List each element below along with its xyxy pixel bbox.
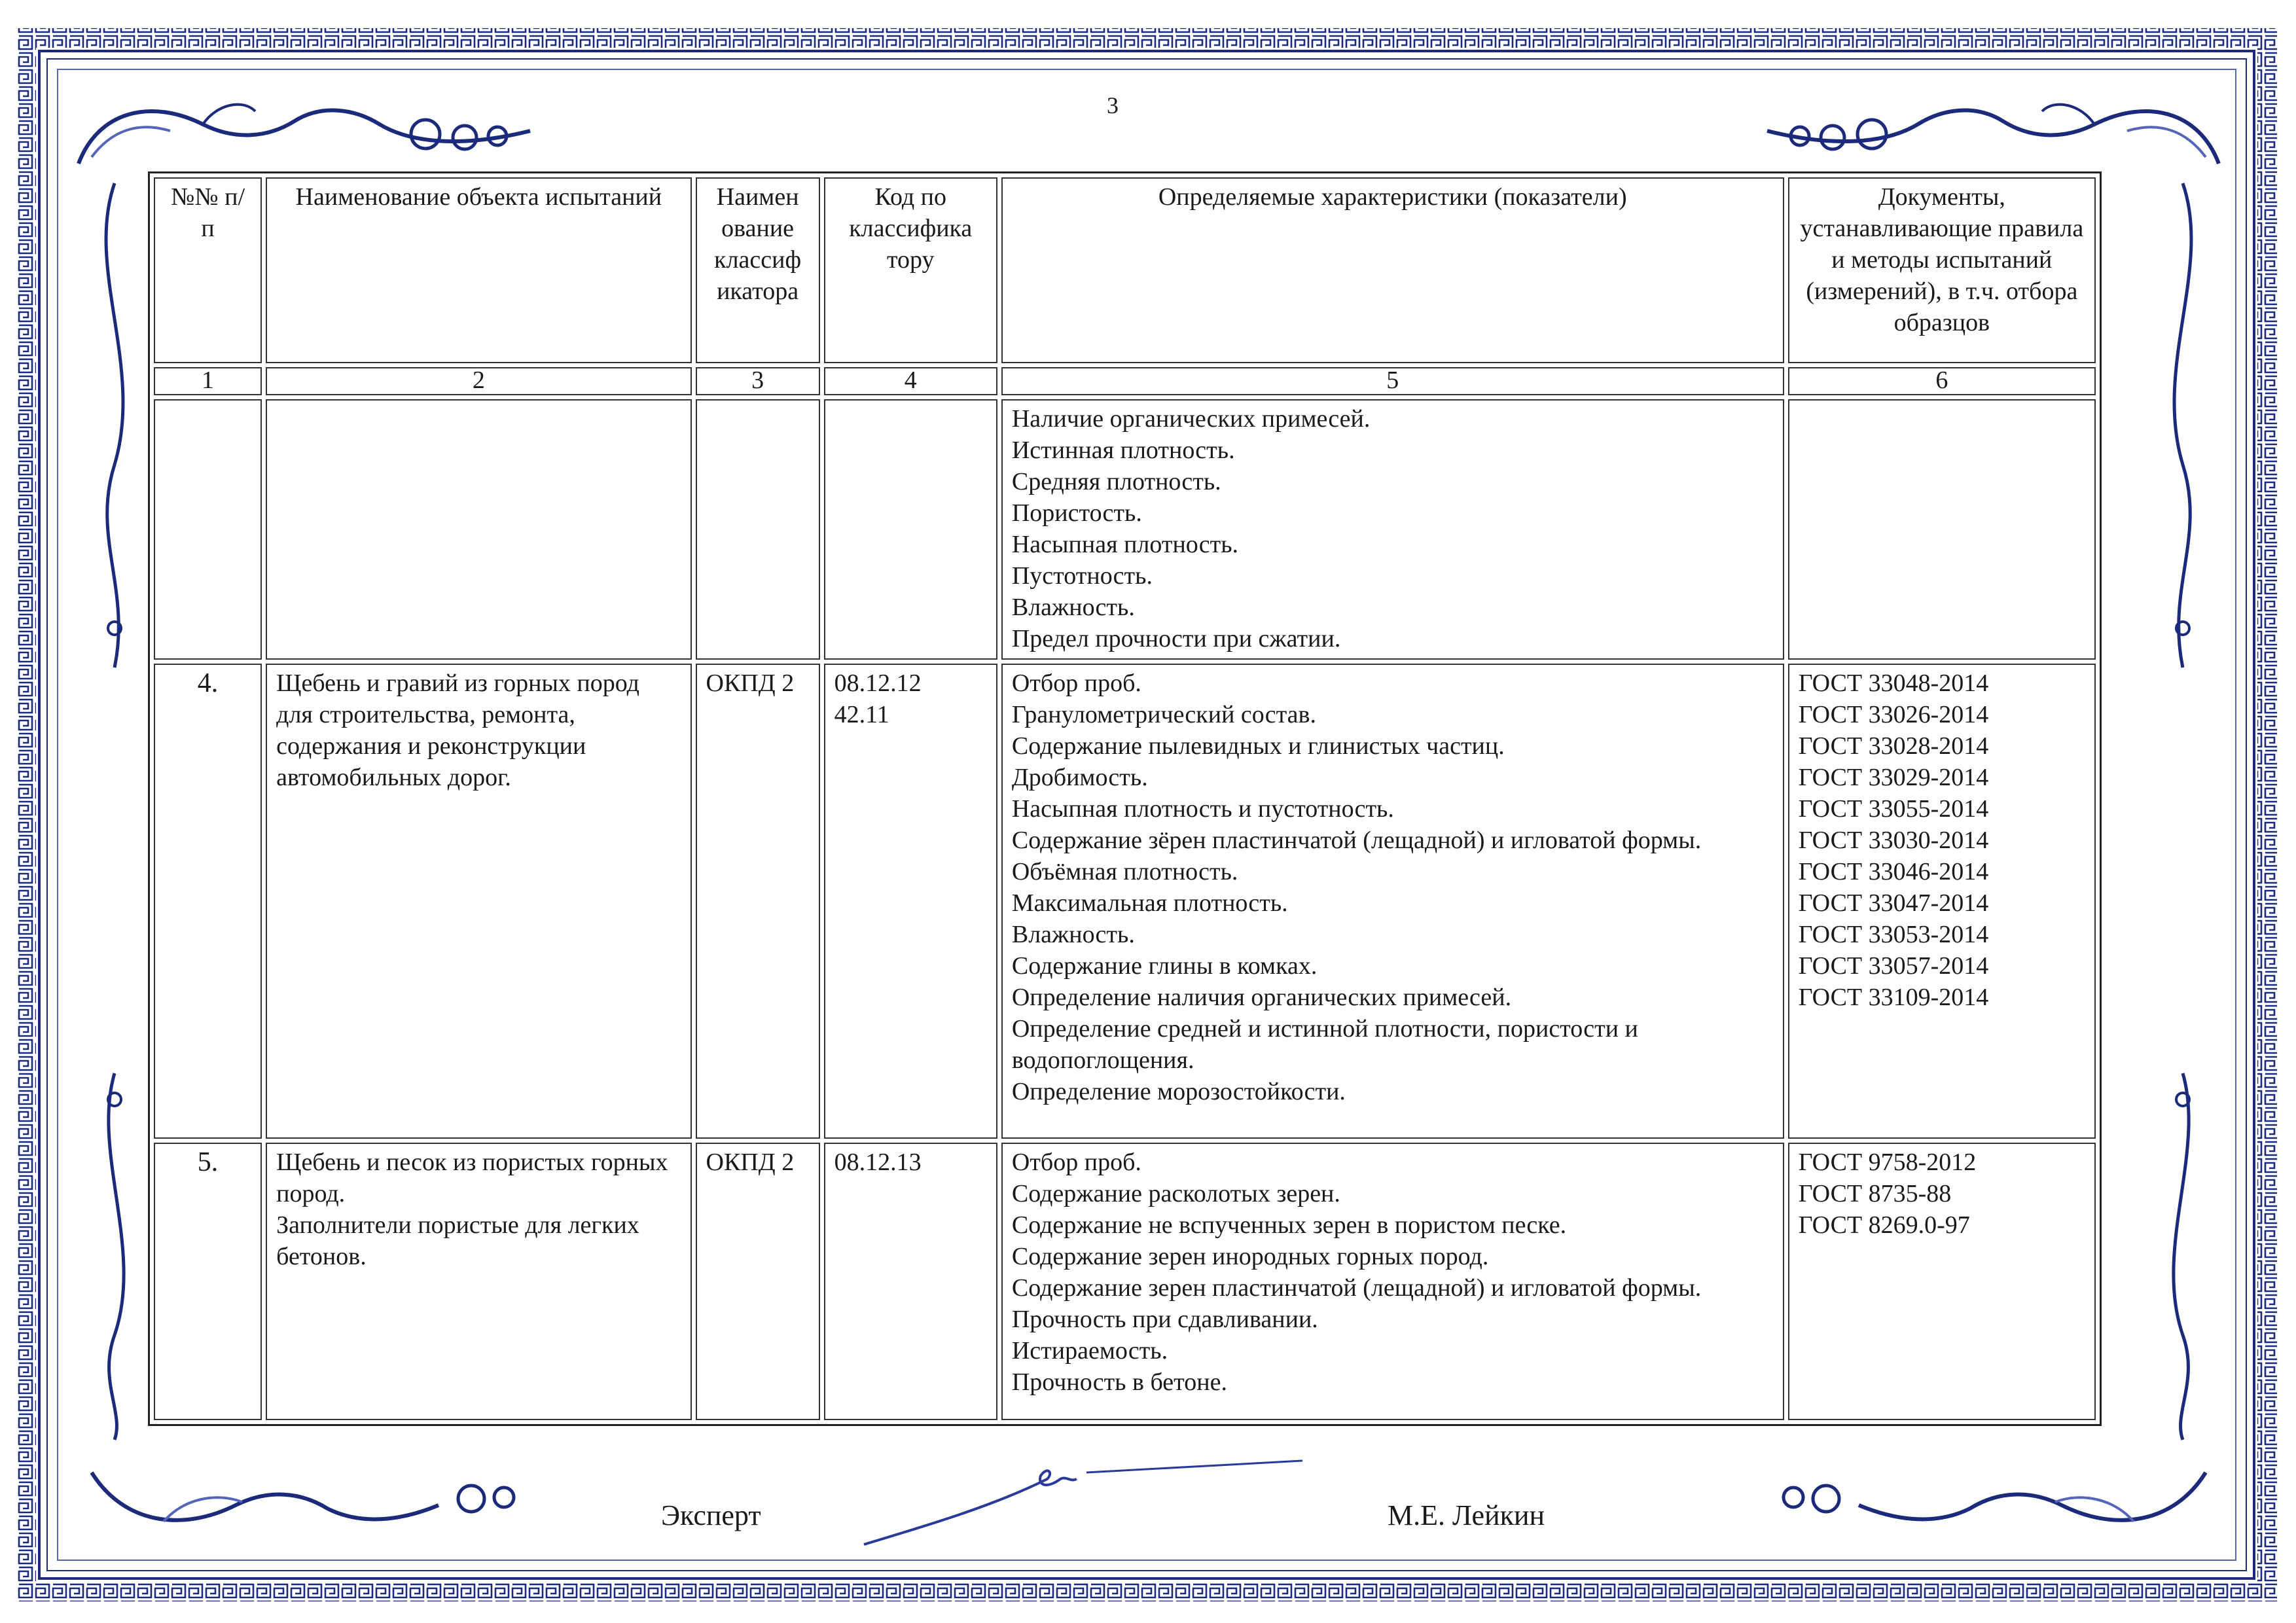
characteristic-item: Истираемость.	[1011, 1336, 1168, 1364]
row-codes	[824, 399, 997, 660]
characteristic-item: Максимальная плотность.	[1011, 889, 1288, 917]
header-position: №№ п/п	[154, 177, 262, 363]
row-position: 4.	[154, 664, 262, 1139]
row-codes	[824, 664, 997, 1139]
header-documents: Документы, устанавливающие правила и методы испытаний (измерений), в т.ч. отбора образцов	[1788, 177, 2096, 363]
header-classifier: Наимен ование классиф икатора	[696, 177, 820, 363]
characteristic-item: Определение морозостойкости.	[1011, 1077, 1346, 1105]
characteristic-item: Насыпная плотность и пустотность.	[1011, 794, 1394, 823]
characteristic-item: Содержание зерен инородных горных пород.	[1011, 1242, 1489, 1270]
row-position	[154, 399, 262, 660]
characteristic-item: Определение средней и истинной плотности, пористости и водопоглощения.	[1011, 1014, 1638, 1074]
row-documents	[1788, 1143, 2096, 1420]
document-item: ГОСТ 33047-2014	[1798, 889, 1989, 917]
classifier-code: 42.11	[834, 700, 889, 728]
characteristic-item: Содержание глины в комках.	[1011, 952, 1318, 980]
characteristic-item: Влажность.	[1011, 593, 1135, 621]
test-object-line: Заполнители пористые для легких бетонов.	[276, 1211, 639, 1270]
classifier-code: 08.12.13	[834, 1148, 922, 1176]
row-characteristics	[1001, 399, 1784, 660]
document-item: ГОСТ 33046-2014	[1798, 857, 1989, 885]
row-codes	[824, 1143, 997, 1420]
corner-ornament-top-right	[1754, 85, 2225, 170]
characteristic-item: Отбор проб.	[1011, 669, 1141, 697]
page-number: 3	[1107, 92, 1119, 118]
header-classifier-code: Код по классифика тору	[824, 177, 997, 363]
row-characteristics	[1001, 664, 1784, 1139]
table-row	[154, 399, 2096, 660]
characteristic-item: Содержание не вспученных зерен в пористом песке.	[1011, 1211, 1567, 1239]
row-test-object	[266, 1143, 691, 1420]
document-item: ГОСТ 33048-2014	[1798, 669, 1989, 697]
table-header-row	[154, 177, 2096, 363]
corner-ornament-top-left	[72, 85, 543, 170]
row-documents	[1788, 399, 2096, 660]
document-item: ГОСТ 33028-2014	[1798, 732, 1989, 760]
characteristic-item: Пористость.	[1011, 499, 1142, 527]
expert-name: М.Е. Лейкин	[1388, 1499, 1545, 1531]
characteristic-item: Отбор проб.	[1011, 1148, 1141, 1176]
characteristic-item: Влажность.	[1011, 920, 1135, 948]
document-item: ГОСТ 8735-88	[1798, 1179, 1952, 1207]
document-item: ГОСТ 33055-2014	[1798, 794, 1989, 823]
characteristic-item: Содержание расколотых зерен.	[1011, 1179, 1340, 1207]
document-item: ГОСТ 33030-2014	[1798, 826, 1989, 854]
characteristic-item: Дробимость.	[1011, 763, 1148, 791]
row-position: 5.	[154, 1143, 262, 1420]
characteristic-item: Прочность при сдавливании.	[1011, 1305, 1318, 1333]
column-number: 2	[266, 367, 691, 395]
corner-ornament-bottom-right	[1741, 1459, 2212, 1538]
corner-ornament-bottom-left	[85, 1459, 556, 1538]
document-item: ГОСТ 8269.0-97	[1798, 1211, 1970, 1239]
characteristic-item: Содержание пылевидных и глинистых частиц.	[1011, 732, 1505, 760]
document-item: ГОСТ 33057-2014	[1798, 952, 1989, 980]
column-number: 3	[696, 367, 820, 395]
column-number: 5	[1001, 367, 1784, 395]
side-ornament-right	[2147, 170, 2219, 1446]
expert-label: Эксперт	[661, 1499, 761, 1531]
column-number: 6	[1788, 367, 2096, 395]
characteristic-item: Насыпная плотность.	[1011, 530, 1239, 558]
characteristic-item: Содержание зерен пластинчатой (лещадной) и игловатой формы.	[1011, 1274, 1702, 1302]
row-test-object: Щебень и гравий из горных пород для строительства, ремонта, содержания и реконструкции автомобильных дорог.	[266, 664, 691, 1139]
document-item: ГОСТ 33026-2014	[1798, 700, 1989, 728]
document-item: ГОСТ 33109-2014	[1798, 983, 1989, 1011]
header-test-object: Наименование объекта испытаний	[266, 177, 691, 363]
characteristic-item: Прочность в бетоне.	[1011, 1368, 1227, 1396]
document-item: ГОСТ 33029-2014	[1798, 763, 1989, 791]
row-classifier: ОКПД 2	[696, 1143, 820, 1420]
column-number: 1	[154, 367, 262, 395]
characteristic-item: Объёмная плотность.	[1011, 857, 1238, 885]
row-classifier: ОКПД 2	[696, 664, 820, 1139]
characteristic-item: Средняя плотность.	[1011, 467, 1221, 495]
document-item: ГОСТ 33053-2014	[1798, 920, 1989, 948]
document-item: ГОСТ 9758-2012	[1798, 1148, 1977, 1176]
characteristic-item: Истинная плотность.	[1011, 436, 1235, 464]
row-classifier	[696, 399, 820, 660]
test-object-line: Щебень и песок из пористых горных пород.	[276, 1148, 668, 1207]
characteristic-item: Гранулометрический состав.	[1011, 700, 1316, 728]
row-documents	[1788, 664, 2096, 1139]
side-ornament-left	[79, 170, 151, 1446]
characteristic-item: Определение наличия органических примесей.	[1011, 983, 1512, 1011]
table-row	[154, 664, 2096, 1139]
table-row	[154, 1143, 2096, 1420]
column-number: 4	[824, 367, 997, 395]
characteristic-item: Содержание зёрен пластинчатой (лещадной) и игловатой формы.	[1011, 826, 1702, 854]
characteristic-item: Наличие органических примесей.	[1011, 404, 1371, 433]
row-characteristics	[1001, 1143, 1784, 1420]
accreditation-scope-table	[148, 171, 2102, 1426]
row-test-object	[266, 399, 691, 660]
characteristic-item: Пустотность.	[1011, 562, 1153, 590]
classifier-code: 08.12.12	[834, 669, 922, 697]
header-characteristics: Определяемые характеристики (показатели)	[1001, 177, 1784, 363]
column-number-row	[154, 367, 2096, 395]
signature	[851, 1453, 1322, 1551]
characteristic-item: Предел прочности при сжатии.	[1011, 624, 1341, 652]
